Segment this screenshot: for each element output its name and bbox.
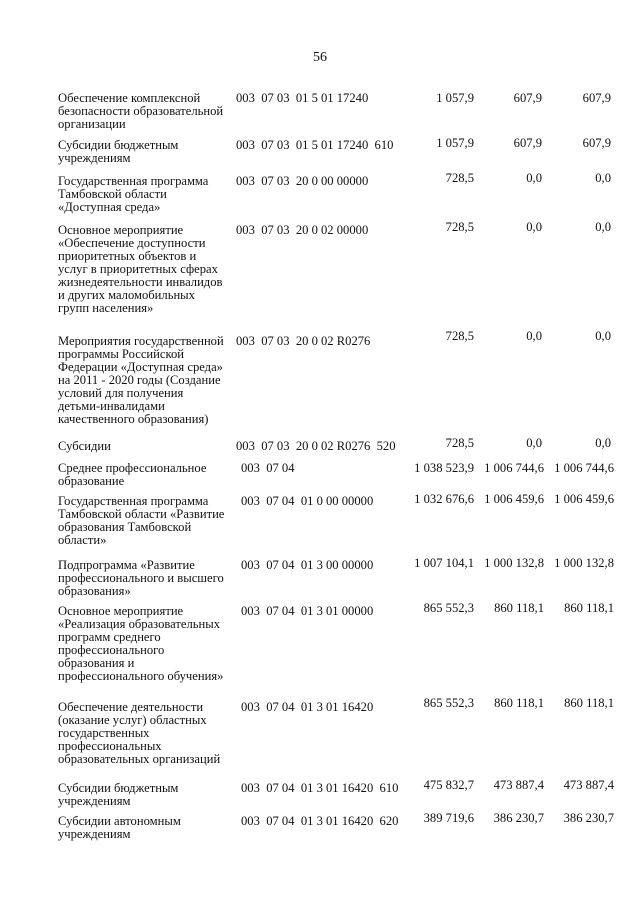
amount-1: 1 038 523,9 — [414, 461, 474, 475]
row-name-line: профессионального и высшего — [58, 571, 224, 585]
row-name — [58, 605, 236, 683]
row-name-line: Мероприятия государственной — [58, 334, 224, 348]
row-name-line: Тамбовской области — [58, 187, 167, 201]
row-name — [58, 335, 236, 426]
row-name-line: услуг в приоритетных сферах — [58, 262, 218, 276]
row-name-line: Государственная программа — [58, 174, 209, 188]
amount-1: 728,5 — [445, 329, 474, 343]
row-name — [58, 462, 236, 488]
row-name-line: условий для получения — [58, 386, 184, 400]
page-number: 56 — [313, 50, 327, 65]
budget-code: 003 07 04 01 3 00 00000 — [241, 558, 374, 572]
amount-2: 860 118,1 — [494, 601, 544, 615]
row-name-line: безопасности образовательной — [58, 104, 224, 118]
row-name — [58, 782, 236, 808]
amount-1: 1 032 676,6 — [414, 492, 474, 506]
row-name-line: организации — [58, 117, 126, 131]
row-name-line: групп населения» — [58, 301, 154, 315]
row-name-line: образования Тамбовской — [58, 520, 192, 534]
amount-1: 1 007 104,1 — [414, 556, 474, 570]
row-name-line: (оказание услуг) областных — [58, 713, 207, 727]
row-name — [58, 175, 236, 214]
row-name — [58, 559, 236, 598]
amount-2: 0,0 — [526, 171, 542, 185]
budget-code: 003 07 04 01 3 01 16420 620 — [241, 814, 399, 828]
amount-1: 728,5 — [445, 436, 474, 450]
amount-3: 607,9 — [582, 136, 611, 150]
row-name-line: образовательных организаций — [58, 752, 221, 766]
amount-3: 860 118,1 — [564, 696, 614, 710]
row-name-line: жизнедеятельности инвалидов — [58, 275, 223, 289]
budget-code: 003 07 04 — [241, 461, 295, 475]
amount-1: 865 552,3 — [423, 696, 474, 710]
row-name-line: приоритетных объектов и — [58, 249, 197, 263]
amount-3: 0,0 — [595, 171, 611, 185]
row-name-line: и других маломобильных — [58, 288, 195, 302]
row-name — [58, 495, 236, 547]
row-name-line: образование — [58, 474, 125, 488]
amount-2: 607,9 — [513, 136, 542, 150]
row-name — [58, 815, 236, 841]
row-name — [58, 701, 236, 766]
row-name-line: «Обеспечение доступности — [58, 236, 206, 250]
budget-code: 003 07 03 20 0 00 00000 — [236, 174, 369, 188]
amount-2: 0,0 — [526, 436, 542, 450]
amount-3: 0,0 — [595, 436, 611, 450]
amount-3: 473 887,4 — [563, 778, 614, 792]
row-name — [58, 92, 236, 131]
row-name-line: профессионального обучения» — [58, 669, 224, 683]
row-name-line: Государственная программа — [58, 494, 209, 508]
row-name — [58, 224, 236, 315]
row-name-line: Среднее профессиональное — [58, 461, 207, 475]
row-name-line: учреждениям — [58, 151, 131, 165]
row-name-line: образования» — [58, 584, 131, 598]
row-name-line: качественного образования) — [58, 412, 209, 426]
amount-1: 728,5 — [445, 220, 474, 234]
row-name-line: профессиональных — [58, 739, 162, 753]
row-name-line: «Реализация образовательных — [58, 617, 221, 631]
amount-2: 1 000 132,8 — [484, 556, 544, 570]
amount-3: 0,0 — [595, 329, 611, 343]
amount-3: 1 006 459,6 — [554, 492, 614, 506]
row-name-line: Тамбовской области «Развитие — [58, 507, 225, 521]
row-name-line: Основное мероприятие — [58, 223, 184, 237]
amount-2: 1 006 459,6 — [484, 492, 544, 506]
amount-2: 607,9 — [513, 91, 542, 105]
row-name-line: профессионального — [58, 643, 165, 657]
amount-2: 386 230,7 — [493, 811, 544, 825]
row-name-line: «Доступная среда» — [58, 200, 161, 214]
amount-3: 0,0 — [595, 220, 611, 234]
row-name-line: области» — [58, 533, 107, 547]
amount-3: 607,9 — [582, 91, 611, 105]
amount-3: 1 000 132,8 — [554, 556, 614, 570]
amount-2: 473 887,4 — [493, 778, 544, 792]
row-name-line: Субсидии бюджетным — [58, 781, 179, 795]
row-name-line: Субсидии автономным — [58, 814, 181, 828]
budget-code: 003 07 04 01 0 00 00000 — [241, 494, 374, 508]
row-name — [58, 440, 236, 453]
row-name-line: Подпрограмма «Развитие — [58, 558, 195, 572]
amount-3: 860 118,1 — [564, 601, 614, 615]
row-name-line: Федерации «Доступная среда» — [58, 360, 223, 374]
budget-code: 003 07 03 01 5 01 17240 610 — [236, 138, 394, 152]
budget-code: 003 07 04 01 3 01 16420 — [241, 700, 374, 714]
row-name-line: Основное мероприятие — [58, 604, 184, 618]
amount-1: 475 832,7 — [423, 778, 474, 792]
row-name-line: программы Российской — [58, 347, 184, 361]
amount-1: 1 057,9 — [436, 91, 474, 105]
amount-1: 728,5 — [445, 171, 474, 185]
row-name-line: программ среднего — [58, 630, 161, 644]
row-name-line: учреждениям — [58, 827, 131, 841]
row-name-line: на 2011 - 2020 годы (Создание — [58, 373, 221, 387]
row-name — [58, 139, 236, 165]
budget-code: 003 07 04 01 3 01 00000 — [241, 604, 374, 618]
row-name-line: Обеспечение деятельности — [58, 700, 204, 714]
amount-1: 865 552,3 — [423, 601, 474, 615]
budget-code: 003 07 03 20 0 02 R0276 520 — [236, 439, 396, 453]
amount-1: 1 057,9 — [436, 136, 474, 150]
amount-2: 860 118,1 — [494, 696, 544, 710]
amount-2: 1 006 744,6 — [484, 461, 544, 475]
amount-2: 0,0 — [526, 220, 542, 234]
row-name-line: учреждениям — [58, 794, 131, 808]
row-name-line: образования и — [58, 656, 135, 670]
row-name-line: государственных — [58, 726, 150, 740]
row-name-line: детьми-инвалидами — [58, 399, 165, 413]
amount-3: 1 006 744,6 — [554, 461, 614, 475]
row-name-line: Обеспечение комплексной — [58, 91, 201, 105]
budget-code: 003 07 03 20 0 02 00000 — [236, 223, 369, 237]
row-name-line: Субсидии — [58, 439, 111, 453]
budget-code: 003 07 03 01 5 01 17240 — [236, 91, 369, 105]
row-name-line: Субсидии бюджетным — [58, 138, 179, 152]
budget-code: 003 07 03 20 0 02 R0276 — [236, 334, 371, 348]
amount-2: 0,0 — [526, 329, 542, 343]
amount-1: 389 719,6 — [423, 811, 474, 825]
amount-3: 386 230,7 — [563, 811, 614, 825]
budget-code: 003 07 04 01 3 01 16420 610 — [241, 781, 399, 795]
